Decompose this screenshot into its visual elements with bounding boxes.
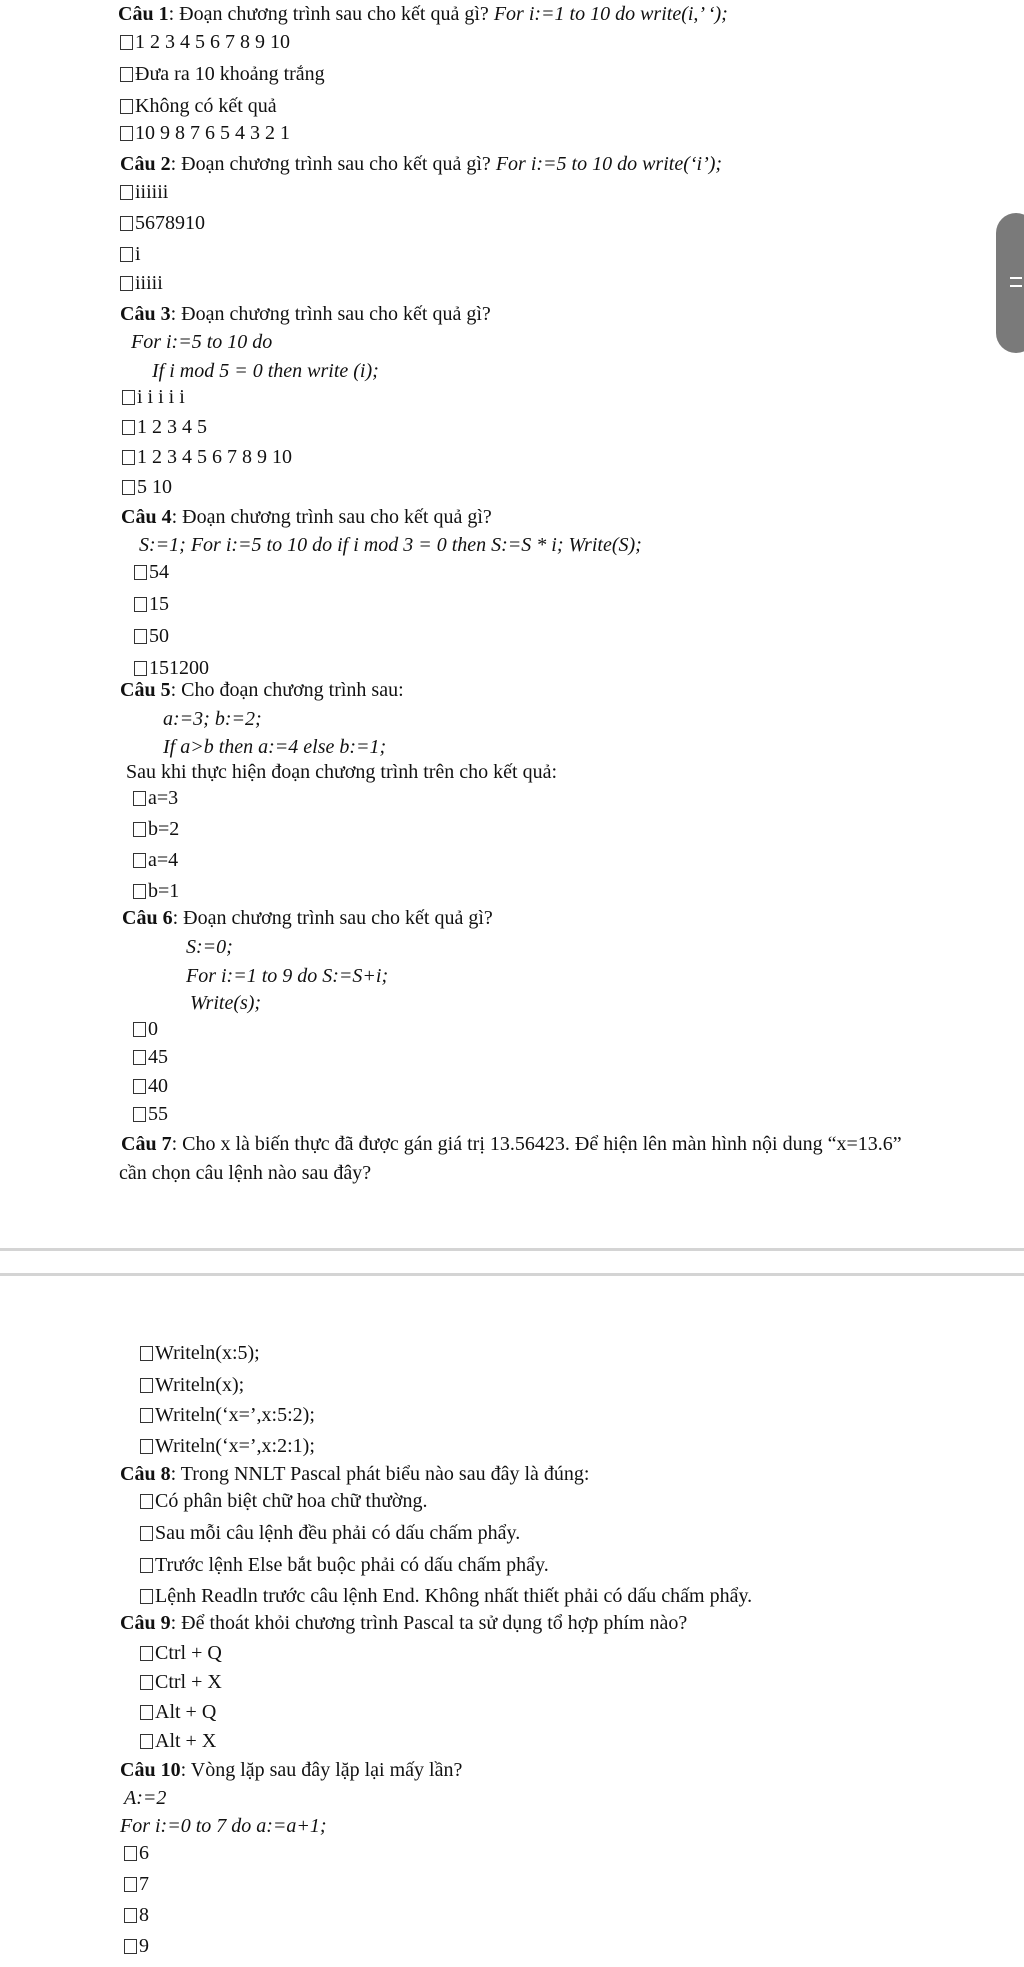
answer-option[interactable]	[122, 415, 207, 439]
option-text: 151200	[149, 657, 209, 679]
question-label: Câu 6	[122, 907, 173, 929]
code-line: For i:=1 to 10 do write(i,’ ‘);	[493, 3, 728, 25]
answer-option[interactable]	[140, 1670, 222, 1694]
code-line: If a>b then a:=4 else b:=1;	[163, 736, 387, 758]
answer-option[interactable]	[133, 817, 179, 841]
answer-option[interactable]	[124, 1872, 149, 1896]
question-text: : Để thoát khỏi chương trình Pascal ta sử dụng tổ hợp phím nào?	[170, 1612, 688, 1634]
checkbox[interactable]	[134, 565, 147, 580]
checkbox[interactable]	[120, 67, 133, 82]
checkbox[interactable]	[133, 1050, 146, 1065]
option-text: b=2	[148, 818, 180, 840]
checkbox[interactable]	[133, 884, 146, 899]
checkbox[interactable]	[134, 661, 147, 676]
side-drawer-handle[interactable]	[996, 213, 1024, 353]
question-text: : Đoạn chương trình sau cho kết quả gì?	[168, 3, 494, 25]
option-text: Writeln(x:5);	[155, 1342, 260, 1364]
answer-option[interactable]	[140, 1700, 216, 1724]
option-text: 54	[149, 561, 169, 583]
answer-option[interactable]	[122, 445, 292, 469]
question-text: : Cho x là biến thực đã được gán giá trị 13.56423. Để hiện lên màn hình nội dung “x=13.6”	[171, 1133, 902, 1155]
page-divider	[0, 1248, 1024, 1251]
option-text: 6	[139, 1842, 149, 1864]
checkbox[interactable]	[140, 1439, 153, 1454]
option-text: 45	[148, 1046, 168, 1068]
checkbox[interactable]	[124, 1846, 137, 1861]
answer-option[interactable]	[133, 786, 178, 810]
answer-option[interactable]	[133, 1074, 168, 1098]
checkbox[interactable]	[140, 1646, 153, 1661]
answer-option[interactable]	[133, 1102, 168, 1126]
question-text: Sau khi thực hiện đoạn chương trình trên cho kết quả:	[126, 761, 558, 783]
code-line: For i:=5 to 10 do	[131, 331, 273, 353]
answer-option[interactable]	[120, 30, 290, 54]
checkbox[interactable]	[133, 1079, 146, 1094]
option-text: a=4	[148, 849, 179, 871]
option-text: 15	[149, 593, 169, 615]
question-6	[122, 906, 493, 930]
checkbox[interactable]	[124, 1908, 137, 1923]
checkbox[interactable]	[120, 247, 133, 262]
question-text: : Đoạn chương trình sau cho kết quả gì?	[171, 506, 492, 528]
checkbox[interactable]	[140, 1346, 153, 1361]
option-text: iiiii	[135, 272, 163, 294]
handle-grip-icon	[1010, 285, 1022, 287]
checkbox[interactable]	[140, 1589, 153, 1604]
question-text: : Cho đoạn chương trình sau:	[170, 679, 404, 701]
option-text: Writeln(x);	[155, 1374, 245, 1396]
answer-option[interactable]	[122, 385, 185, 409]
code-line: A:=2	[124, 1787, 167, 1809]
option-text: Lệnh Readln trước câu lệnh End. Không nhất thiết phải có dấu chấm phẩy.	[155, 1585, 753, 1607]
checkbox[interactable]	[120, 99, 133, 114]
answer-option[interactable]	[133, 848, 178, 872]
question-3	[120, 302, 491, 326]
option-text: Alt + X	[155, 1730, 217, 1752]
question-label: Câu 7	[121, 1133, 172, 1155]
checkbox[interactable]	[140, 1408, 153, 1423]
checkbox[interactable]	[133, 822, 146, 837]
checkbox[interactable]	[140, 1734, 153, 1749]
option-text: 1 2 3 4 5 6 7 8 9 10	[135, 31, 290, 53]
question-label: Câu 8	[120, 1463, 171, 1485]
checkbox[interactable]	[133, 791, 146, 806]
answer-option[interactable]	[124, 1903, 149, 1927]
option-text: 40	[148, 1075, 168, 1097]
checkbox[interactable]	[133, 1107, 146, 1122]
answer-option[interactable]	[120, 94, 277, 118]
question-2	[120, 152, 722, 176]
answer-option[interactable]	[133, 1045, 168, 1069]
question-9	[120, 1611, 687, 1635]
checkbox[interactable]	[140, 1526, 153, 1541]
option-text: i	[135, 243, 141, 265]
checkbox[interactable]	[122, 390, 135, 405]
question-text: : Vòng lặp sau đây lặp lại mấy lần?	[180, 1759, 463, 1781]
question-label: Câu 2	[120, 153, 171, 175]
question-text: : Đoạn chương trình sau cho kết quả gì?	[170, 153, 496, 175]
question-10	[120, 1758, 462, 1782]
answer-option[interactable]	[140, 1373, 244, 1397]
answer-option[interactable]	[140, 1729, 216, 1753]
answer-option[interactable]	[120, 211, 205, 235]
option-text: 0	[148, 1018, 158, 1040]
checkbox[interactable]	[120, 35, 133, 50]
option-text: Có phân biệt chữ hoa chữ thường.	[155, 1490, 428, 1512]
option-text: 9	[139, 1935, 149, 1957]
checkbox[interactable]	[124, 1877, 137, 1892]
checkbox[interactable]	[122, 450, 135, 465]
answer-option[interactable]	[120, 271, 163, 295]
option-text: Writeln(‘x=’,x:2:1);	[155, 1435, 315, 1457]
checkbox[interactable]	[120, 185, 133, 200]
answer-option[interactable]	[124, 1841, 149, 1865]
question-8	[120, 1462, 589, 1486]
code-line: For i:=5 to 10 do write(‘i’);	[495, 153, 723, 175]
option-text: 5678910	[135, 212, 205, 234]
answer-option[interactable]	[140, 1434, 315, 1458]
question-7	[121, 1132, 902, 1156]
option-text: Sau mỗi câu lệnh đều phải có dấu chấm phẩy.	[155, 1522, 521, 1544]
option-text: 1 2 3 4 5 6 7 8 9 10	[137, 446, 292, 468]
question-4	[121, 505, 492, 529]
code-line: Write(s);	[190, 992, 262, 1014]
code-line: S:=0;	[186, 936, 233, 958]
answer-option[interactable]	[120, 180, 168, 204]
question-text: : Trong NNLT Pascal phát biểu nào sau đây là đúng:	[170, 1463, 590, 1485]
option-text: 7	[139, 1873, 149, 1895]
checkbox[interactable]	[140, 1705, 153, 1720]
code-line: a:=3; b:=2;	[163, 708, 262, 730]
code-line: If i mod 5 = 0 then write (i);	[152, 360, 379, 382]
page-divider	[0, 1273, 1024, 1276]
option-text: Trước lệnh Else bắt buộc phải có dấu chấm phẩy.	[155, 1554, 549, 1576]
option-text: 10 9 8 7 6 5 4 3 2 1	[135, 122, 290, 144]
option-text: 8	[139, 1904, 149, 1926]
answer-option[interactable]	[133, 1017, 158, 1041]
checkbox[interactable]	[120, 126, 133, 141]
option-text: Đưa ra 10 khoảng trắng	[135, 63, 325, 85]
answer-option[interactable]	[140, 1489, 428, 1513]
option-text: Ctrl + Q	[155, 1642, 222, 1664]
question-text: : Đoạn chương trình sau cho kết quả gì?	[170, 303, 491, 325]
checkbox[interactable]	[140, 1558, 153, 1573]
answer-option[interactable]	[134, 656, 209, 680]
code-line: S:=1; For i:=5 to 10 do if i mod 3 = 0 then S:=S * i; Write(S);	[139, 534, 642, 556]
checkbox[interactable]	[120, 216, 133, 231]
question-label: Câu 9	[120, 1612, 171, 1634]
checkbox[interactable]	[140, 1378, 153, 1393]
checkbox[interactable]	[122, 480, 135, 495]
checkbox[interactable]	[134, 597, 147, 612]
question-5	[120, 678, 404, 702]
answer-option[interactable]	[140, 1584, 752, 1608]
answer-option[interactable]	[140, 1553, 549, 1577]
checkbox[interactable]	[140, 1675, 153, 1690]
checkbox[interactable]	[120, 276, 133, 291]
checkbox[interactable]	[133, 853, 146, 868]
option-text: Không có kết quả	[135, 95, 277, 117]
question-label: Câu 5	[120, 679, 171, 701]
answer-option[interactable]	[134, 560, 169, 584]
checkbox[interactable]	[122, 420, 135, 435]
answer-option[interactable]	[140, 1641, 222, 1665]
code-line: For i:=1 to 9 do S:=S+i;	[186, 965, 389, 987]
answer-option[interactable]	[120, 121, 290, 145]
question-label: Câu 10	[120, 1759, 181, 1781]
option-text: Alt + Q	[155, 1701, 217, 1723]
answer-option[interactable]	[134, 624, 169, 648]
handle-grip-icon	[1010, 277, 1022, 279]
question-label: Câu 3	[120, 303, 171, 325]
option-text: Writeln(‘x=’,x:5:2);	[155, 1404, 315, 1426]
option-text: 5 10	[137, 476, 172, 498]
question-1	[118, 2, 728, 26]
checkbox[interactable]	[124, 1939, 137, 1954]
option-text: b=1	[148, 880, 180, 902]
checkbox[interactable]	[134, 629, 147, 644]
code-line: For i:=0 to 7 do a:=a+1;	[120, 1815, 327, 1837]
answer-option[interactable]	[140, 1341, 260, 1365]
question-text: : Đoạn chương trình sau cho kết quả gì?	[172, 907, 493, 929]
option-text: 55	[148, 1103, 168, 1125]
question-label: Câu 4	[121, 506, 172, 528]
question-label: Câu 1	[118, 3, 169, 25]
answer-option[interactable]	[120, 242, 141, 266]
answer-option[interactable]	[140, 1403, 315, 1427]
option-text: 1 2 3 4 5	[137, 416, 207, 438]
checkbox[interactable]	[140, 1494, 153, 1509]
answer-option[interactable]	[124, 1934, 149, 1958]
answer-option[interactable]	[122, 475, 172, 499]
answer-option[interactable]	[134, 592, 169, 616]
option-text: Ctrl + X	[155, 1671, 222, 1693]
checkbox[interactable]	[133, 1022, 146, 1037]
option-text: 50	[149, 625, 169, 647]
answer-option[interactable]	[140, 1521, 520, 1545]
option-text: i i i i i	[137, 386, 185, 408]
option-text: iiiiii	[135, 181, 169, 203]
option-text: a=3	[148, 787, 179, 809]
answer-option[interactable]	[133, 879, 179, 903]
question-text: cần chọn câu lệnh nào sau đây?	[119, 1162, 372, 1184]
answer-option[interactable]	[120, 62, 325, 86]
